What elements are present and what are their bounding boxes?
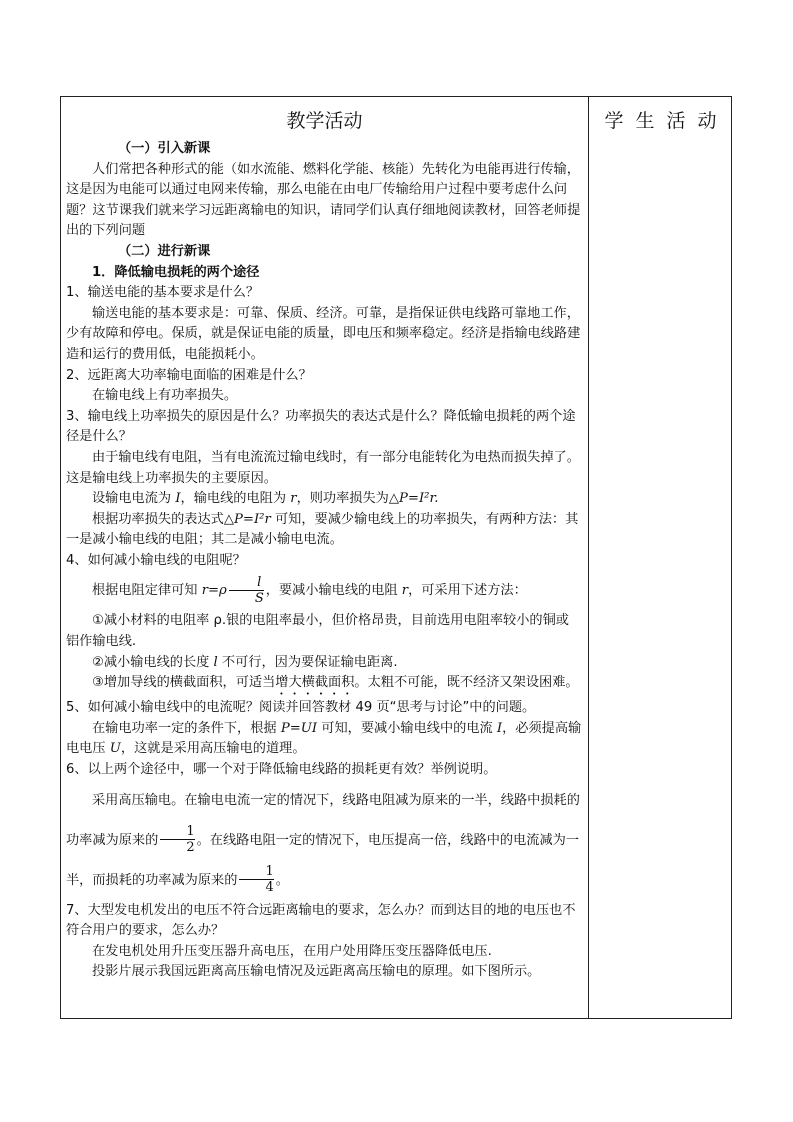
text-run: ，要减小输电线的电阻 <box>265 583 402 599</box>
text-run: ②减小输电线的长度 <box>92 654 214 670</box>
symbol-I: I <box>496 720 503 736</box>
answer-3-methods <box>66 510 582 551</box>
answer-6 <box>66 781 582 901</box>
fraction-numerator: 1 <box>265 864 274 880</box>
power-loss-formula: P=I²r. <box>399 491 439 507</box>
lesson-table <box>60 96 732 1019</box>
text-run: 。 <box>275 872 289 888</box>
emphasized-text: 增大横截面积 <box>275 675 355 691</box>
answer-5 <box>66 719 582 760</box>
answer-1: 输送电能的基本要求是：可靠、保质、经济。可靠，是指保证供电线路可靠地工作，少有故障和停电。保质，就是保证电能的质量，即电压和频率稳定。经济是指输电线路建造和运行的费用低，电能损耗小。 <box>66 305 581 362</box>
section-intro: （一）引入新课 <box>118 141 211 156</box>
fraction-denominator: 4 <box>239 879 273 895</box>
text-run: ，可采用下述方法： <box>408 583 527 599</box>
text-run: ，输电线的电阻为 <box>180 491 291 507</box>
answer-3: 由于输电线有电阻，当有电流流过输电线时，有一部分电能转化为电热而损失掉了。这是输电线上功率损失的主要原因。 <box>66 449 580 486</box>
fraction-numerator: l <box>257 574 262 590</box>
method-3 <box>66 673 582 698</box>
fraction-numerator: 1 <box>186 824 195 840</box>
question-3: 3、输电线上功率损失的原因是什么？功率损失的表达式是什么？降低输电损耗的两个途径是什么？ <box>66 408 576 445</box>
answer-2: 在输电线上有功率损失。 <box>92 388 238 404</box>
subsection-title: 1．降低输电损耗的两个途径 <box>92 264 260 280</box>
power-formula: P=UI <box>280 720 318 736</box>
question-5: 5、如何减小输电线中的电流呢？阅读并回答教材 49 页“思考与讨论”中的问题。 <box>66 700 536 716</box>
answer-8: 投影片展示我国远距离高压输电情况及远距离高压输电的原理。如下图所示。 <box>92 964 541 980</box>
teaching-activity-column <box>61 97 588 1018</box>
question-2: 2、远距离大功率输电面临的困难是什么？ <box>66 367 312 383</box>
text-run: ，必须提高输电电压 <box>66 720 582 757</box>
text-run: 不可行，因为要保证输电距离. <box>217 654 398 670</box>
answer-7: 在发电机处用升压变压器升高电压，在用户处用降压变压器降低电压. <box>92 943 492 959</box>
answer-4-resistance-law <box>66 571 582 611</box>
fraction-denominator: S <box>229 590 264 606</box>
intro-paragraph: 人们常把各种形式的能（如水流能、燃料化学能、核能）先转化为电能再进行传输，这是因为电能可以通过电网来传输，那么电能在由电厂传输给用户过程中要考虑什么问题？这节课我们就来学习远距离输电的知识，请同学们认真仔细地阅读教材，回答老师提出的下列问题 <box>66 161 581 239</box>
question-7: 7、大型发电机发出的电压不符合远距离输电的要求，怎么办？而到达目的地的电压也不符合用户的要求，怎么办？ <box>66 902 576 939</box>
fraction-denominator: 2 <box>160 839 194 855</box>
method-2 <box>66 653 582 674</box>
question-1: 1、输送电能的基本要求是什么？ <box>66 285 260 301</box>
resistance-formula: r=ρ <box>201 583 227 599</box>
text-run: 可知，要减小输电线中的电流 <box>317 720 497 736</box>
student-activity-header: 学生活动 <box>604 110 729 132</box>
text-run: ，这就是采用高压输电的道理。 <box>120 741 306 757</box>
section-new: （二）进行新课 <box>118 243 211 259</box>
question-4: 4、如何减小输电线的电阻呢？ <box>66 552 246 568</box>
method-1: ①减小材料的电阻率 ρ.银的电阻率最小，但价格昂贵，目前选用电阻率较小的铜或铝作输电线. <box>66 613 569 650</box>
text-run: 可知，要减少输电线上的功率损失，有两种方法：其一是减小输电线的电阻；其二是减小输电电流。 <box>66 511 579 548</box>
student-activity-column <box>589 97 732 1018</box>
text-run: 。在线路电阻一定的情况下，电压提高一倍，线路中的电流减为一半，而损耗的功率减为原来的 <box>66 832 580 888</box>
symbol-r: r <box>290 491 297 507</box>
symbol-l: l <box>213 654 218 670</box>
text-run: 根据功率损失的表达式△ <box>92 511 235 527</box>
teaching-activity-header: 教学活动 <box>286 110 363 132</box>
fraction-l-over-s <box>229 575 264 606</box>
text-run: 设输电电流为 <box>92 491 176 507</box>
answer-3-formula <box>66 489 582 510</box>
fraction-one-quarter <box>239 864 273 895</box>
teaching-content <box>66 139 582 983</box>
symbol-U: U <box>109 741 121 757</box>
question-6: 6、以上两个途径中，哪一个对于降低输电线路的损耗更有效？举例说明。 <box>66 762 497 778</box>
symbol-I: I <box>175 491 181 507</box>
fraction-one-half <box>160 824 194 855</box>
text-run: 。太粗不可能，既不经济又架设困难。 <box>354 675 579 691</box>
text-run: 根据电阻定律可知 <box>92 583 202 599</box>
text-run: 在输电功率一定的条件下，根据 <box>92 720 281 736</box>
text-run: 采用高压输电。在输电电流一定的情况下，线路电阻减为原来的一半，线路中损耗的功率减为原来的 <box>66 792 580 848</box>
power-loss-formula: P=I²r <box>234 511 271 527</box>
text-run: ③增加导线的横截面积，可适当 <box>92 675 276 691</box>
symbol-r: r <box>401 583 409 599</box>
text-run: ，则功率损失为△ <box>296 491 400 507</box>
